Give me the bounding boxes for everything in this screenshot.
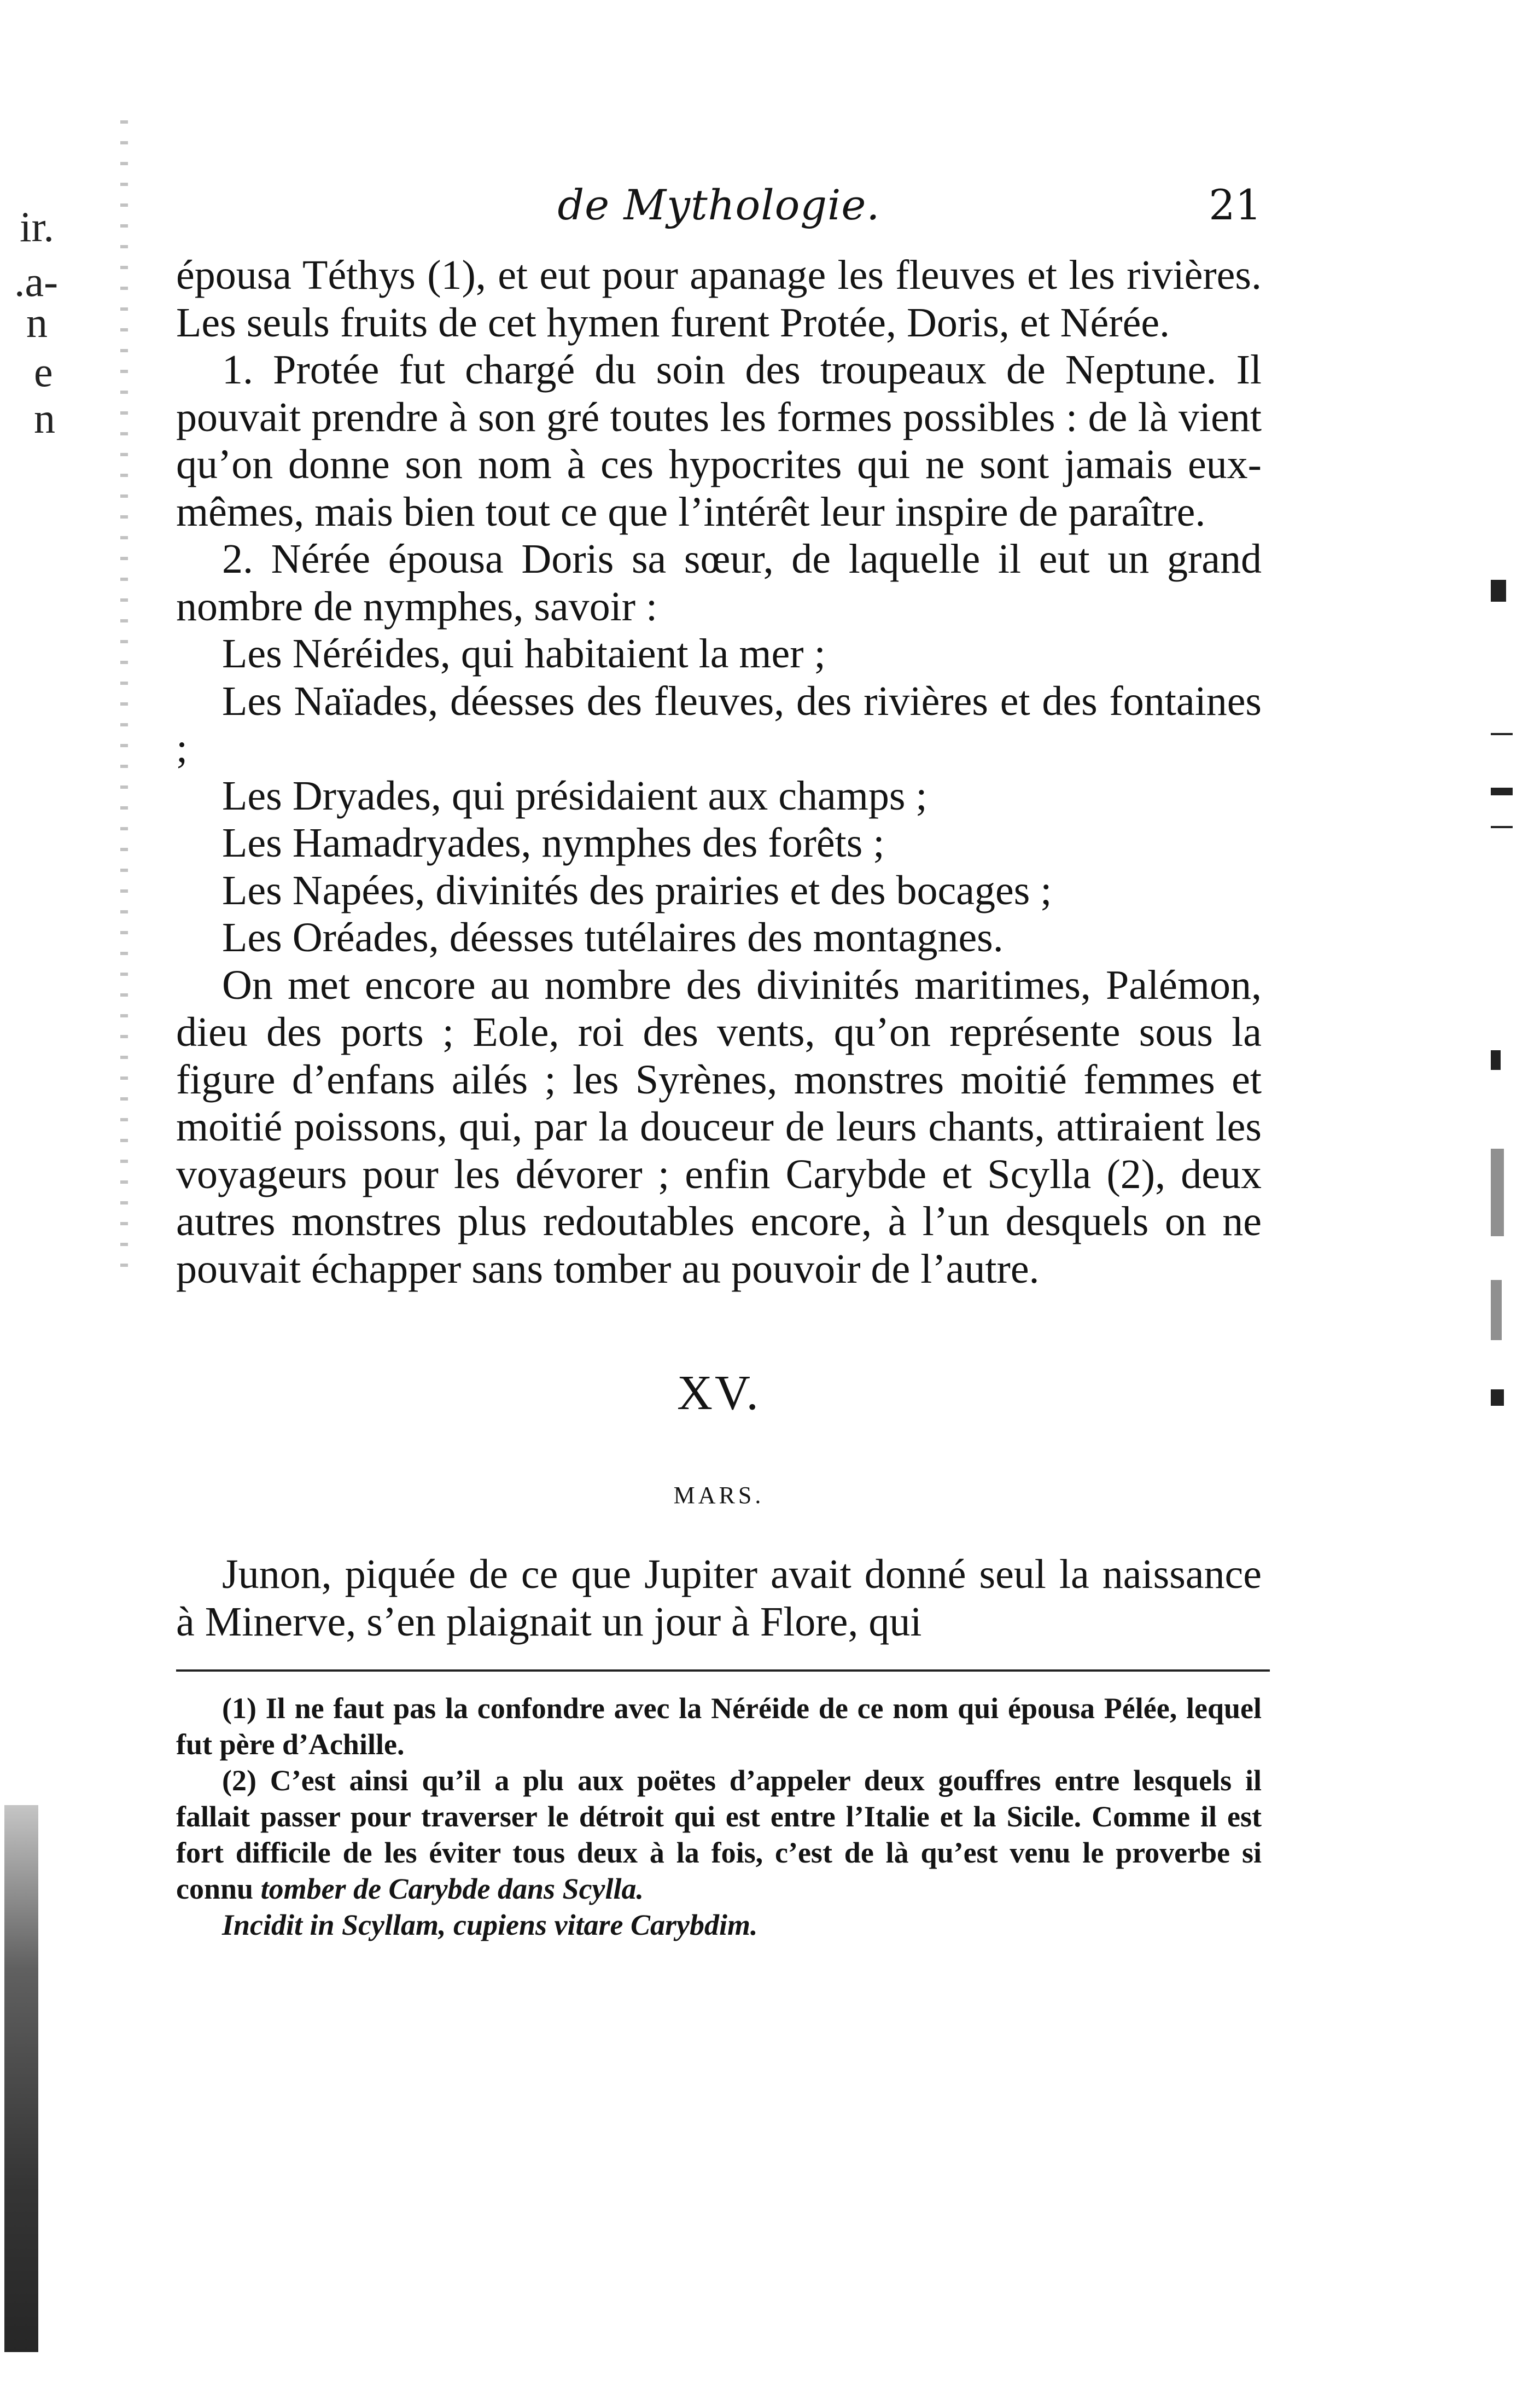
page-number: 21 [1209, 181, 1262, 229]
bleed-mark [1491, 1050, 1501, 1070]
list-item: Les Naïades, déesses des fleuves, des rivières et des fontaines ; [176, 678, 1262, 771]
paragraph: 1. Protée fut chargé du soin des troupeaux de Neptune. Il pouvait prendre à son gré toutes les formes possibles : de là vient qu’on donne son nom à ces hypocrites qui ne sont jamais eux-mêmes, mais bien tout ce que l’intérêt leur inspire de paraître. [176, 347, 1262, 535]
margin-fragment: .a- [14, 258, 59, 305]
footnote-2 [176, 1762, 1262, 1907]
running-title: de Mythologie. [557, 181, 880, 229]
paragraph: On met encore au nombre des divinités maritimes, Palémon, dieu des ports ; Eole, roi des vents, qu’on représente sous la figure d’enfans ailés ; les Syrènes, monstres moitié femmes et moitié poissons, qui, par la douceur de leurs chants, attiraient les voyageurs pour les dévorer ; enfin Carybde et Scylla (2), deux autres monstres plus redoutables encore, à l’un desquels on ne pouvait échapper sans tomber au pouvoir de l’autre. [176, 962, 1262, 1292]
margin-fragment: n [34, 394, 55, 442]
right-margin-scan-artifacts [1409, 0, 1540, 2386]
bleed-mark [1491, 788, 1513, 795]
footnote-1: (1) Il ne faut pas la confondre avec la Néréide de ce nom qui épousa Pélée, lequel fut père d’Achille. [176, 1692, 1262, 1761]
bleed-mark [1491, 826, 1513, 828]
latin-quote-text: Incidit in Scyllam, cupiens vitare Carybdim. [222, 1908, 758, 1941]
list-item: Les Napées, divinités des prairies et des bocages ; [222, 867, 1052, 913]
page-content [176, 181, 1262, 1943]
bleed-mark [1491, 733, 1513, 735]
bleed-mark [1491, 1149, 1504, 1236]
list-item: Les Hamadryades, nymphes des forêts ; [222, 820, 885, 866]
bleed-mark [1491, 1389, 1504, 1406]
binding-edge [4, 1805, 38, 2352]
main-text [176, 252, 1262, 1293]
binding-shadow [120, 120, 128, 1269]
section-title: MARS. [673, 1482, 765, 1509]
footnote-2-proverb: tomber de Carybde dans Scylla. [260, 1872, 644, 1905]
list-item: Les Dryades, qui présidaient aux champs ; [222, 772, 928, 819]
latin-quote [176, 1907, 1262, 1943]
paragraph: 2. Nérée épousa Doris sa sœur, de laquelle il eut un grand nombre de nymphes, savoir : [176, 536, 1262, 630]
list-item: Les Néréides, qui habitaient la mer ; [222, 631, 826, 677]
section-text [176, 1551, 1262, 1645]
bleed-mark [1491, 580, 1506, 602]
bleed-mark [1491, 1280, 1502, 1340]
margin-fragment: n [26, 299, 48, 346]
section-number: XV. [677, 1366, 761, 1420]
margin-fragment: ir. [20, 203, 54, 251]
list-item: Les Oréades, déesses tutélaires des montagnes. [222, 915, 1004, 961]
paragraph: épousa Téthys (1), et eut pour apanage les fleuves et les rivières. Les seuls fruits de cet hymen furent Protée, Doris, et Nérée. [176, 252, 1262, 346]
footnotes [176, 1690, 1262, 1943]
footnote-2-text: (2) C’est ainsi qu’il a plu aux poëtes d’appeler deux gouffres entre lesquels il fallait passer pour traverser le détroit qui est entre l’Italie et la Sicile. Comme il est fort difficile de les éviter tous deux à la fois, c’est de là qu’est venu le proverbe si connu [176, 1764, 1262, 1905]
running-head [176, 181, 1262, 252]
left-margin-scan-artifacts [0, 0, 164, 2386]
paragraph: Junon, piquée de ce que Jupiter avait donné seul la naissance à Minerve, s’en plaignait un jour à Flore, qui [176, 1551, 1262, 1645]
footnote-rule [176, 1669, 1270, 1672]
margin-fragment: e [34, 348, 53, 395]
